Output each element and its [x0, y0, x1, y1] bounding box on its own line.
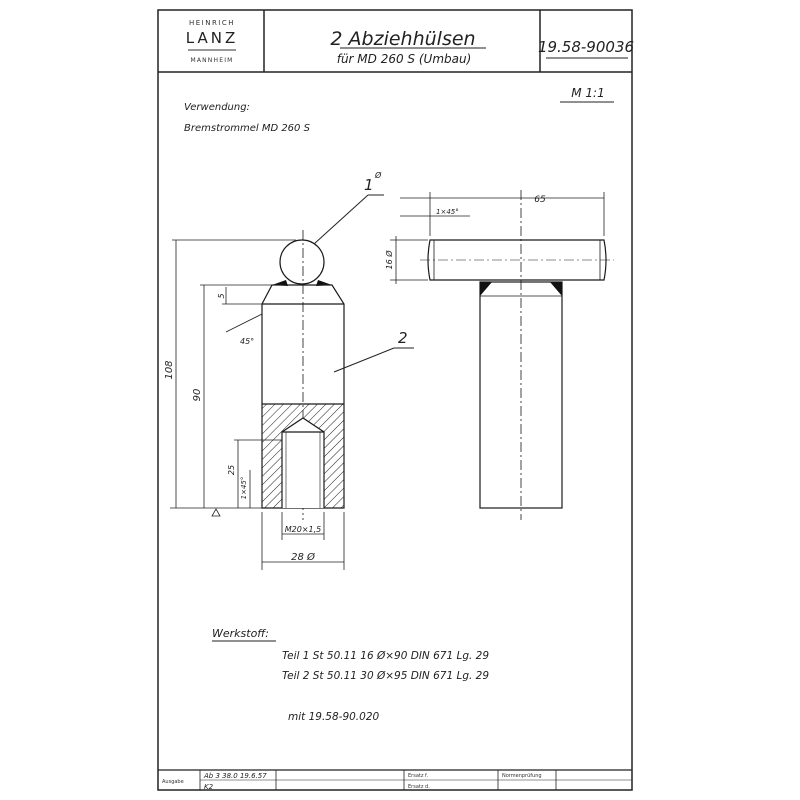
dim-25: 25 — [227, 464, 236, 476]
revision-field-c: Normenprüfung — [502, 773, 542, 779]
dim-1x45: 1×45° — [436, 208, 459, 216]
dim-45deg: 45° — [240, 337, 255, 346]
dim-m20: M20×1,5 — [284, 525, 322, 534]
callout-part2: 2 — [398, 329, 408, 347]
materials-reference: mit 19.58-90.020 — [288, 711, 380, 723]
dim-65: 65 — [534, 195, 546, 205]
drawing-subtitle: für MD 260 S (Umbau) — [336, 52, 472, 66]
dim-90: 90 — [192, 388, 203, 402]
materials-line1: Teil 1 St 50.11 16 Ø×90 DIN 671 Lg. 29 — [282, 650, 490, 662]
dim-108: 108 — [164, 360, 175, 380]
drawing-number: 19.58-90036 — [537, 38, 635, 56]
usage-value: Bremstrommel MD 260 S — [184, 123, 310, 134]
revision-field-b: Ersatz d. — [408, 784, 430, 790]
callout-part1-sup: Ø — [375, 171, 382, 180]
callout-part1: 1 — [364, 176, 374, 194]
revision-field-a: Ersatz f. — [408, 773, 429, 779]
materials-heading: Werkstoff: — [212, 627, 269, 640]
usage-label: Verwendung: — [184, 102, 250, 113]
revision-label-left: Ausgabe — [162, 779, 184, 785]
company-line1: HEINRICH — [188, 19, 236, 27]
drawing-title: 2 Abziehhülsen — [330, 28, 476, 50]
dim-16: 16 Ø — [385, 250, 394, 270]
company-name: LANZ — [185, 29, 239, 47]
scale-code: M 1:1 — [571, 86, 605, 100]
dim-1x45b: 1×45° — [240, 476, 248, 500]
revision-entry1: Ab 3 38.0 19.6.57 — [204, 772, 267, 780]
materials-line2: Teil 2 St 50.11 30 Ø×95 DIN 671 Lg. 29 — [282, 670, 490, 682]
dim-28: 28 Ø — [291, 552, 315, 563]
company-line3: MANNHEIM — [190, 57, 234, 64]
revision-entry2: K2 — [204, 783, 214, 791]
dim-5: 5 — [217, 293, 226, 299]
